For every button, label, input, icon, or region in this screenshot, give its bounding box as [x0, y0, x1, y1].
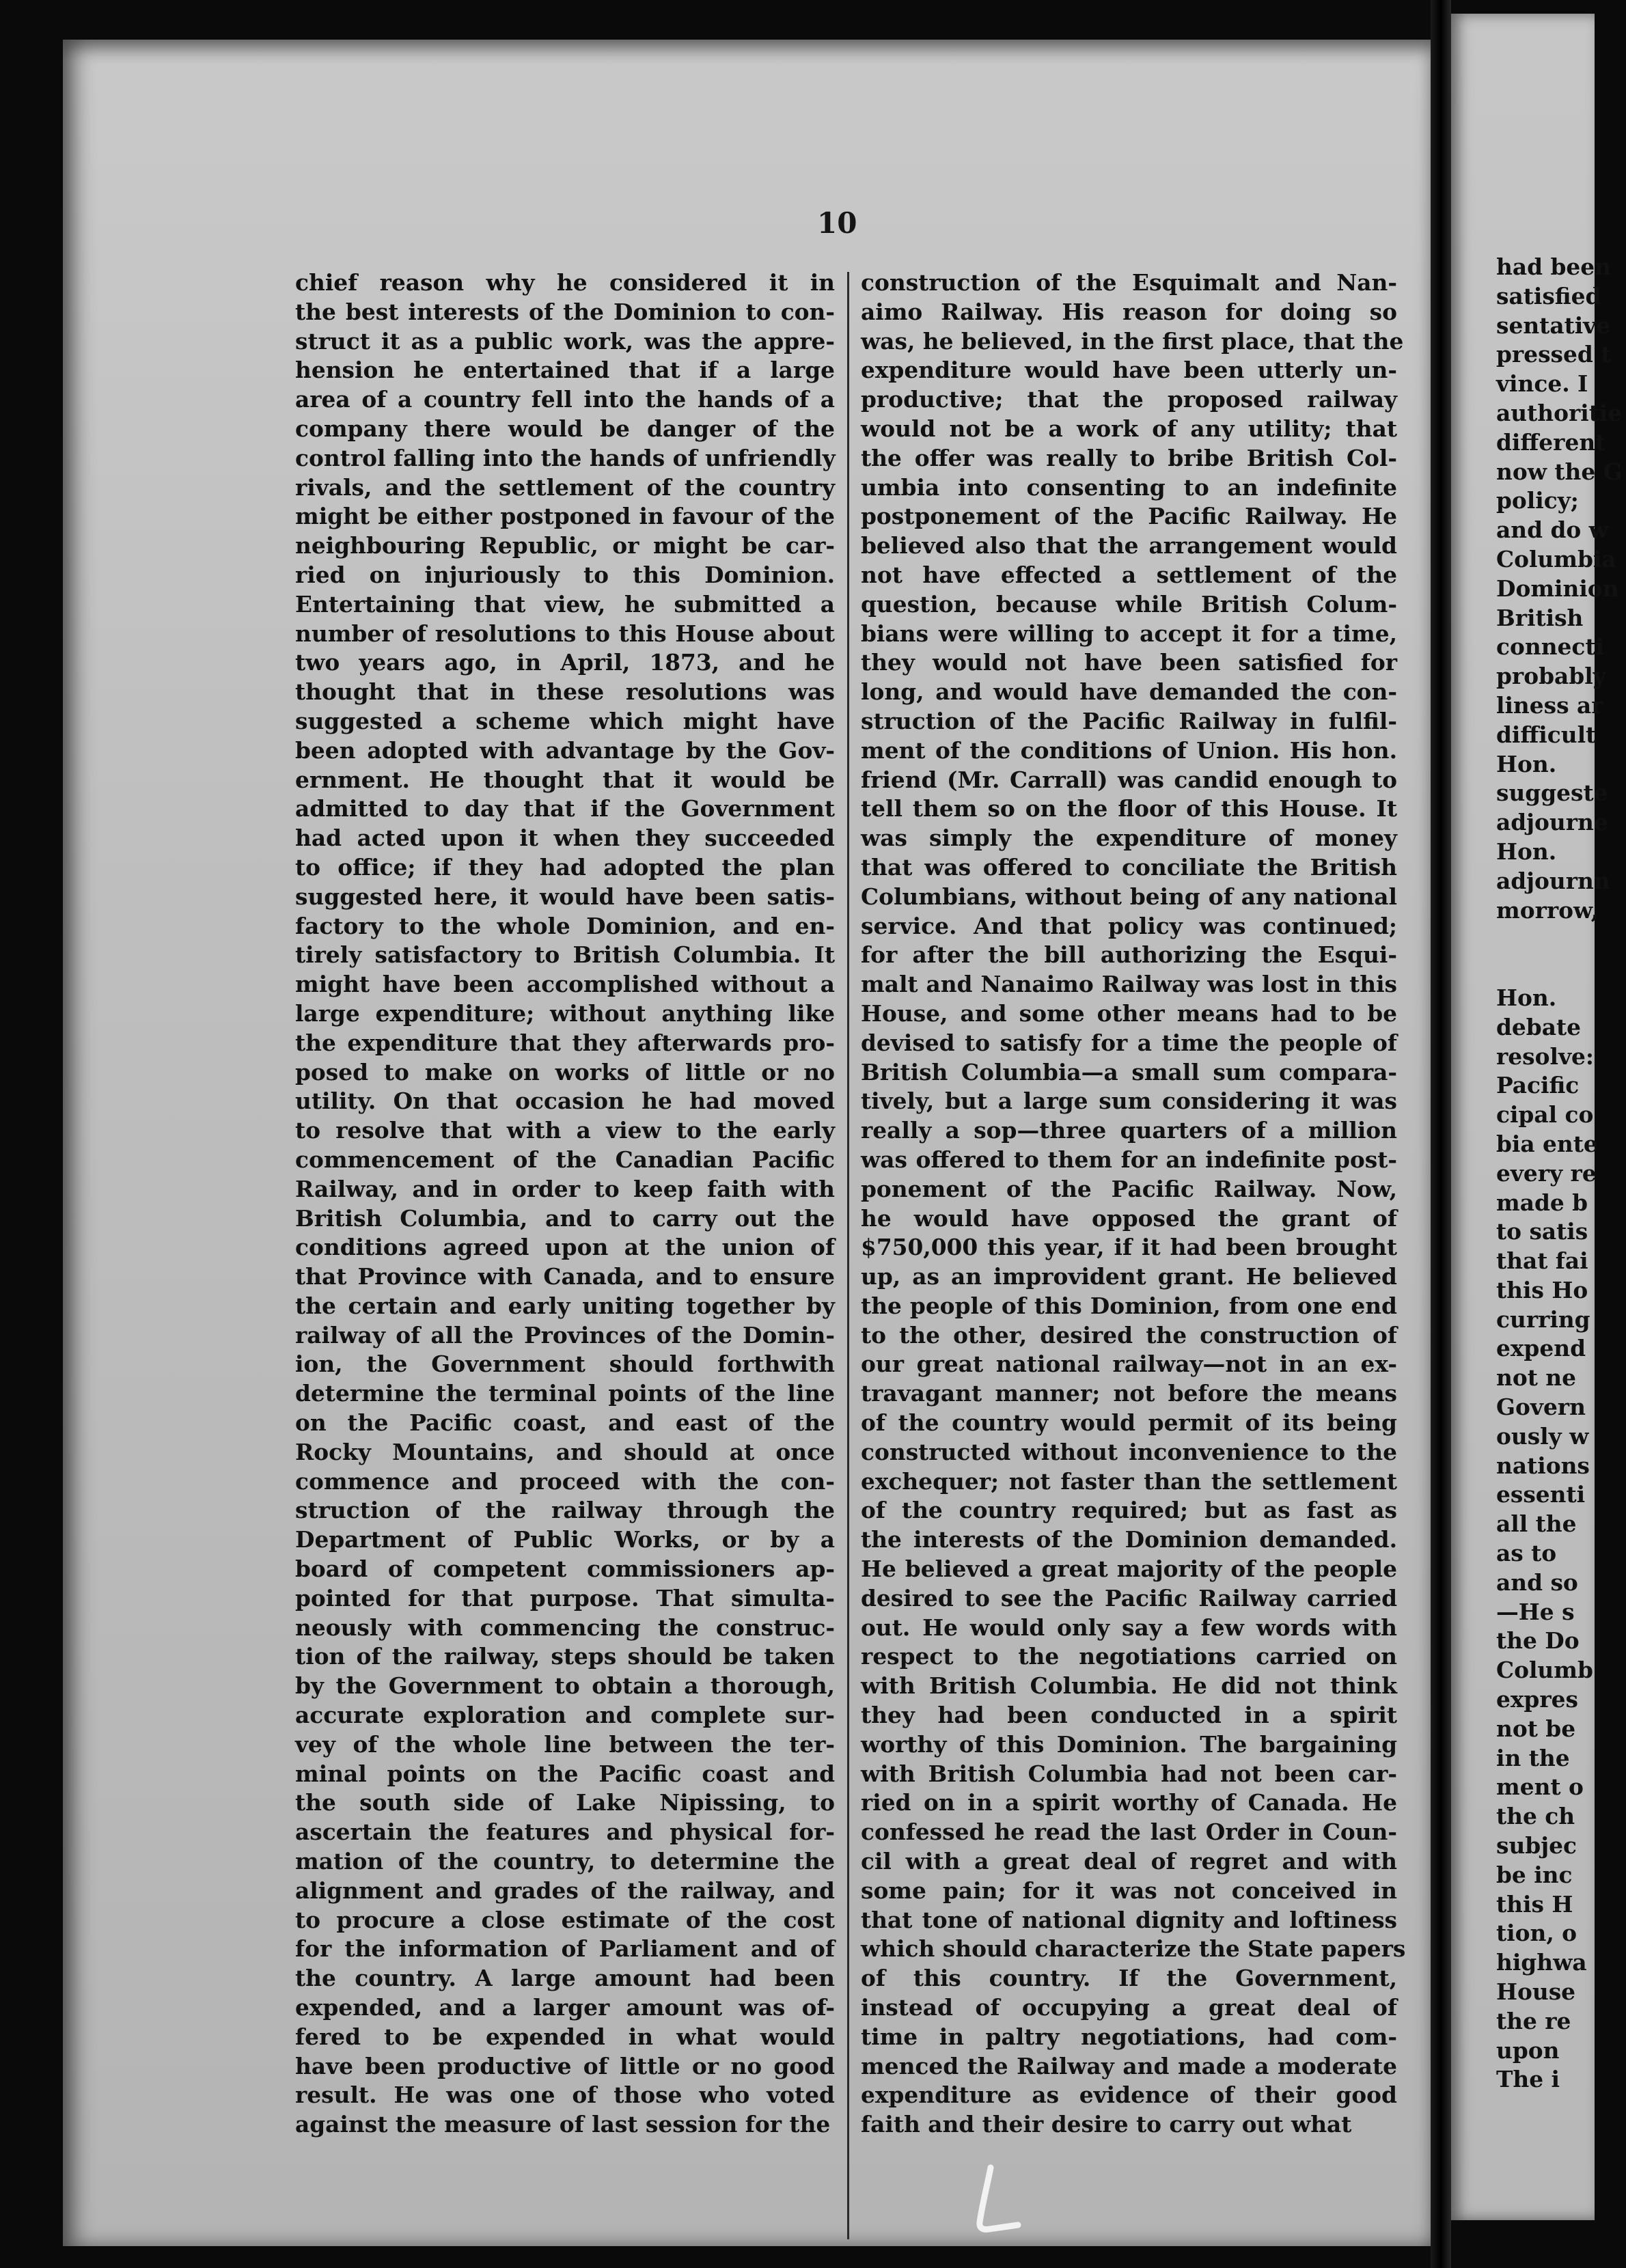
- column-1-line: the south side of Lake Nipissing, to: [295, 1789, 835, 1816]
- column-2-line: House, and some other means had to be: [861, 999, 1397, 1027]
- column-1-line: pointed for that purpose. That simulta-: [295, 1584, 835, 1612]
- column-1-line: have been productive of little or no good: [295, 2052, 835, 2079]
- column-2-line: of this country. If the Government,: [861, 1965, 1397, 1992]
- column-2-line: would not be a work of any utility; that: [861, 415, 1397, 442]
- facing-page-line: made b: [1496, 1189, 1588, 1216]
- column-2-line: question, because while British Colum-: [861, 590, 1397, 618]
- facing-page-line: suggeste: [1496, 779, 1608, 807]
- handwritten-mark: [970, 2162, 1032, 2237]
- column-1-line: that Province with Canada, and to ensure: [295, 1263, 835, 1290]
- column-1-line: factory to the whole Dominion, and en-: [295, 912, 835, 939]
- column-2-line: long, and would have demanded the con-: [861, 678, 1397, 706]
- facing-page-line: Columb: [1496, 1657, 1593, 1684]
- facing-page-line: not ne: [1496, 1364, 1576, 1392]
- text-column-1: [295, 268, 835, 2140]
- facing-page-line: the ch: [1496, 1803, 1575, 1830]
- column-2-line: out. He would only say a few words with: [861, 1614, 1397, 1641]
- facing-page-line: adjournn: [1496, 867, 1610, 894]
- column-1-line: commence and proceed with the con-: [295, 1467, 835, 1495]
- column-2-line: umbia into consenting to an indefinite: [861, 473, 1397, 501]
- column-2-line: tell them so on the floor of this House. It: [861, 795, 1397, 822]
- column-2-line: ment of the conditions of Union. His hon.: [861, 736, 1397, 764]
- column-divider: [847, 272, 849, 2239]
- facing-page-line: curring: [1496, 1305, 1590, 1333]
- column-2-line: they would not have been satisfied for: [861, 649, 1397, 676]
- column-2-line: ponement of the Pacific Railway. Now,: [861, 1175, 1397, 1202]
- column-2-line: was offered to them for an indefinite post-: [861, 1146, 1397, 1173]
- column-2-line: menced the Railway and made a moderate: [861, 2052, 1397, 2079]
- column-1-line: Rocky Mountains, and should at once: [295, 1438, 835, 1465]
- column-2-line: desired to see the Pacific Railway carried: [861, 1584, 1397, 1612]
- column-2-line: of the country required; but as fast as: [861, 1497, 1397, 1524]
- column-1-line: result. He was one of those who voted: [295, 2082, 835, 2109]
- column-1-line: alignment and grades of the railway, and: [295, 1877, 835, 1904]
- facing-page-line: and do w: [1496, 516, 1608, 544]
- facing-page-line: nations: [1496, 1452, 1590, 1479]
- column-1-line: board of competent commissioners ap-: [295, 1555, 835, 1583]
- facing-page-line: [1496, 954, 1626, 984]
- column-1-line: minal points on the Pacific coast and: [295, 1760, 835, 1787]
- column-2-line: was, he believed, in the first place, that the: [861, 327, 1404, 355]
- column-2-line: productive; that the proposed railway: [861, 386, 1397, 413]
- facing-page-line: probably: [1496, 663, 1606, 690]
- column-1-line: mation of the country, to determine the: [295, 1848, 835, 1875]
- column-1-line: commencement of the Canadian Pacific: [295, 1146, 835, 1173]
- column-2-line: believed also that the arrangement would: [861, 532, 1397, 559]
- column-2-line: the people of this Dominion, from one end: [861, 1292, 1397, 1319]
- facing-page-column: [1496, 253, 1626, 2094]
- column-1-line: neighbouring Republic, or might be car-: [295, 532, 835, 559]
- column-1-line: Entertaining that view, he submitted a: [295, 590, 835, 618]
- column-1-line: might be either postponed in favour of the: [295, 503, 835, 530]
- column-2-line: expenditure as evidence of their good: [861, 2082, 1397, 2109]
- facing-page-line: Dominion: [1496, 575, 1619, 602]
- facing-page-line: every re: [1496, 1159, 1597, 1187]
- column-1-line: Railway, and in order to keep faith with: [295, 1175, 835, 1202]
- column-2-line: exchequer; not faster than the settlement: [861, 1467, 1397, 1495]
- column-1-line: on the Pacific coast, and east of the: [295, 1409, 835, 1437]
- facing-page-line: as to: [1496, 1540, 1557, 1567]
- column-2-line: with British Columbia had not been car-: [861, 1760, 1397, 1787]
- facing-page-line: in the: [1496, 1744, 1570, 1771]
- facing-page-line: the re: [1496, 2007, 1571, 2034]
- facing-page-line: resolve:: [1496, 1042, 1594, 1070]
- column-1-line: two years ago, in April, 1873, and he: [295, 649, 835, 676]
- facing-page-line: bia ente: [1496, 1130, 1598, 1157]
- column-1-line: rivals, and the settlement of the country: [295, 473, 835, 501]
- column-2-line: he would have opposed the grant of: [861, 1204, 1397, 1232]
- column-2-line: service. And that policy was continued;: [861, 912, 1397, 939]
- column-1-line: determine the terminal points of the line: [295, 1380, 835, 1407]
- column-1-line: neously with commencing the construc-: [295, 1614, 835, 1641]
- column-2-line: friend (Mr. Carrall) was candid enough to: [861, 766, 1397, 793]
- column-1-line: struct it as a public work, was the appre-: [295, 327, 835, 355]
- column-2-line: worthy of this Dominion. The bargaining: [861, 1730, 1397, 1758]
- column-1-line: the best interests of the Dominion to con-: [295, 298, 835, 325]
- column-1-line: to office; if they had adopted the plan: [295, 853, 835, 881]
- facing-page-line: adjourne: [1496, 809, 1608, 836]
- column-1-line: ion, the Government should forthwith: [295, 1351, 835, 1378]
- column-1-line: control falling into the hands of unfriendly: [295, 444, 836, 471]
- column-1-line: to resolve that with a view to the early: [295, 1117, 835, 1144]
- page-number: 10: [817, 206, 857, 240]
- column-1-line: chief reason why he considered it in: [295, 269, 835, 296]
- facing-page-line: morrow,: [1496, 896, 1599, 924]
- column-1-line: the country. A large amount had been: [295, 1965, 835, 1992]
- column-2-line: He believed a great majority of the people: [861, 1555, 1397, 1583]
- facing-page-line: ment o: [1496, 1773, 1584, 1801]
- column-1-line: company there would be danger of the: [295, 415, 835, 442]
- facing-page-line: be inc: [1496, 1861, 1573, 1888]
- facing-page-line: essenti: [1496, 1481, 1586, 1508]
- column-2-line: ried on in a spirit worthy of Canada. He: [861, 1789, 1397, 1816]
- column-2-line: of the country would permit of its being: [861, 1409, 1397, 1437]
- facing-page-line: debate: [1496, 1013, 1581, 1040]
- column-1-line: thought that in these resolutions was: [295, 678, 835, 706]
- column-2-line: to the other, desired the construction of: [861, 1321, 1397, 1349]
- column-2-line: tively, but a large sum considering it was: [861, 1088, 1397, 1115]
- column-1-line: suggested here, it would have been satis-: [295, 883, 835, 910]
- facing-page-line: and so: [1496, 1568, 1578, 1596]
- column-2-line: $750,000 this year, if it had been brought: [861, 1234, 1397, 1261]
- column-1-line: might have been accomplished without a: [295, 971, 835, 998]
- facing-page-line: liness ar: [1496, 691, 1603, 719]
- column-2-line: expenditure would have been utterly un-: [861, 357, 1397, 384]
- column-2-line: construction of the Esquimalt and Nan-: [861, 269, 1397, 296]
- column-1-line: suggested a scheme which might have: [295, 707, 835, 734]
- column-1-line: accurate exploration and complete sur-: [295, 1702, 835, 1729]
- facing-page-line: Hon.: [1496, 984, 1557, 1011]
- column-1-line: large expenditure; without anything like: [295, 999, 835, 1027]
- column-2-line: devised to satisfy for a time the people of: [861, 1029, 1397, 1056]
- column-2-line: our great national railway—not in an ex-: [861, 1351, 1397, 1378]
- column-2-line: the interests of the Dominion demanded.: [861, 1526, 1397, 1553]
- column-2-line: instead of occupying a great deal of: [861, 1994, 1397, 2021]
- column-1-line: conditions agreed upon at the union of: [295, 1234, 835, 1261]
- facing-page-line: upon: [1496, 2036, 1560, 2064]
- facing-page-line: this H: [1496, 1890, 1573, 1918]
- column-2-line: malt and Nanaimo Railway was lost in this: [861, 971, 1397, 998]
- column-2-line: postponement of the Pacific Railway. He: [861, 503, 1397, 530]
- column-1-line: been adopted with advantage by the Gov-: [295, 736, 835, 764]
- column-1-line: hension he entertained that if a large: [295, 357, 835, 384]
- column-2-line: British Columbia—a small sum compara-: [861, 1058, 1397, 1085]
- facing-page-line: that fai: [1496, 1247, 1588, 1275]
- facing-page-line: difficult: [1496, 721, 1597, 748]
- column-1-line: British Columbia, and to carry out the: [295, 1204, 835, 1232]
- column-2-line: faith and their desire to carry out what: [861, 2111, 1352, 2138]
- column-1-line: fered to be expended in what would: [295, 2023, 835, 2050]
- facing-page-line: connecti: [1496, 633, 1604, 661]
- facing-page-line: the Do: [1496, 1627, 1580, 1655]
- column-2-line: the offer was really to bribe British Col-: [861, 444, 1397, 471]
- column-2-line: constructed without inconvenience to the: [861, 1438, 1397, 1465]
- facing-page-line: satisfied: [1496, 282, 1601, 309]
- column-1-line: tirely satisfactory to British Columbia. It: [295, 941, 835, 969]
- facing-page-line: Pacific: [1496, 1072, 1580, 1099]
- column-1-line: had acted upon it when they succeeded: [295, 825, 835, 852]
- facing-page-line: to satis: [1496, 1218, 1588, 1245]
- facing-page-line: highwa: [1496, 1949, 1587, 1976]
- column-1-line: area of a country fell into the hands of a: [295, 386, 835, 413]
- column-2-line: struction of the Pacific Railway in fulfil-: [861, 707, 1397, 734]
- facing-page-line: now the G: [1496, 458, 1623, 485]
- binding-gutter: [1431, 0, 1451, 2268]
- facing-page-line: Hon.: [1496, 750, 1557, 777]
- facing-page-line: policy;: [1496, 487, 1579, 514]
- facing-page-line: Hon.: [1496, 838, 1557, 865]
- column-2-line: cil with a great deal of regret and with: [861, 1848, 1397, 1875]
- column-1-line: the certain and early uniting together by: [295, 1292, 835, 1319]
- facing-page-line: Columbia: [1496, 545, 1616, 572]
- column-2-line: travagant manner; not before the means: [861, 1380, 1397, 1407]
- column-2-line: was simply the expenditure of money: [861, 825, 1397, 852]
- text-column-2: [861, 268, 1406, 2140]
- facing-page-line: authoritie: [1496, 399, 1623, 426]
- column-1-line: ried on injuriously to this Dominion.: [295, 561, 835, 588]
- column-1-line: to procure a close estimate of the cost: [295, 1906, 835, 1933]
- facing-page-line: sentative: [1496, 312, 1611, 339]
- column-1-line: ernment. He thought that it would be: [295, 766, 835, 793]
- column-1-line: by the Government to obtain a thorough,: [295, 1672, 835, 1700]
- facing-page-line: this Ho: [1496, 1276, 1588, 1303]
- facing-page-line: all the: [1496, 1510, 1577, 1538]
- column-1-line: expended, and a larger amount was of-: [295, 1994, 835, 2021]
- facing-page-line: different: [1496, 428, 1606, 456]
- column-2-line: Columbians, without being of any national: [861, 883, 1397, 910]
- column-2-line: aimo Railway. His reason for doing so: [861, 298, 1397, 325]
- facing-page-line: had been: [1496, 253, 1611, 280]
- column-1-line: struction of the railway through the: [295, 1497, 835, 1524]
- facing-page-line: pressed t: [1496, 341, 1612, 368]
- column-2-line: time in paltry negotiations, had com-: [861, 2023, 1397, 2050]
- facing-page-line: not be: [1496, 1715, 1576, 1742]
- facing-page-line: vince. I: [1496, 370, 1588, 398]
- column-2-line: with British Columbia. He did not think: [861, 1672, 1397, 1700]
- facing-page-line: The i: [1496, 2066, 1560, 2093]
- facing-page-line: British: [1496, 604, 1584, 631]
- facing-page-line: subjec: [1496, 1832, 1577, 1859]
- facing-page-line: Govern: [1496, 1394, 1586, 1421]
- column-2-line: really a sop—three quarters of a million: [861, 1117, 1397, 1144]
- facing-page-line: House: [1496, 1978, 1576, 2006]
- column-2-line: for after the bill authorizing the Esqui-: [861, 941, 1397, 969]
- column-2-line: they had been conducted in a spirit: [861, 1702, 1397, 1729]
- facing-page-line: tion, o: [1496, 1920, 1577, 1947]
- column-1-line: vey of the whole line between the ter-: [295, 1730, 835, 1758]
- column-1-line: against the measure of last session for the: [295, 2111, 831, 2138]
- column-1-line: admitted to day that if the Government: [295, 795, 835, 822]
- facing-page-line: cipal co: [1496, 1101, 1594, 1129]
- column-2-line: bians were willing to accept it for a time,: [861, 620, 1397, 647]
- column-1-line: tion of the railway, steps should be taken: [295, 1643, 835, 1670]
- column-2-line: some pain; for it was not conceived in: [861, 1877, 1397, 1904]
- facing-page-line: expend: [1496, 1335, 1586, 1362]
- column-1-line: posed to make on works of little or no: [295, 1058, 835, 1085]
- column-2-line: confessed he read the last Order in Coun-: [861, 1818, 1397, 1846]
- column-1-line: ascertain the features and physical for-: [295, 1818, 835, 1846]
- column-1-line: Department of Public Works, or by a: [295, 1526, 835, 1553]
- facing-page-line: —He s: [1496, 1598, 1575, 1625]
- column-2-line: respect to the negotiations carried on: [861, 1643, 1397, 1670]
- facing-page-line: [1496, 925, 1626, 954]
- facing-page-line: ously w: [1496, 1422, 1589, 1450]
- column-2-line: which should characterize the State papers: [861, 1935, 1406, 1963]
- column-1-line: railway of all the Provinces of the Domin-: [295, 1321, 835, 1349]
- column-1-line: number of resolutions to this House about: [295, 620, 835, 647]
- facing-page-line: expres: [1496, 1686, 1578, 1713]
- column-1-line: for the information of Parliament and of: [295, 1935, 835, 1963]
- column-2-line: up, as an improvident grant. He believed: [861, 1263, 1397, 1290]
- column-2-line: that tone of national dignity and loftiness: [861, 1906, 1397, 1933]
- column-2-line: that was offered to conciliate the British: [861, 853, 1397, 881]
- column-1-line: utility. On that occasion he had moved: [295, 1088, 835, 1115]
- column-1-line: the expenditure that they afterwards pro-: [295, 1029, 835, 1056]
- column-2-line: not have effected a settlement of the: [861, 561, 1397, 588]
